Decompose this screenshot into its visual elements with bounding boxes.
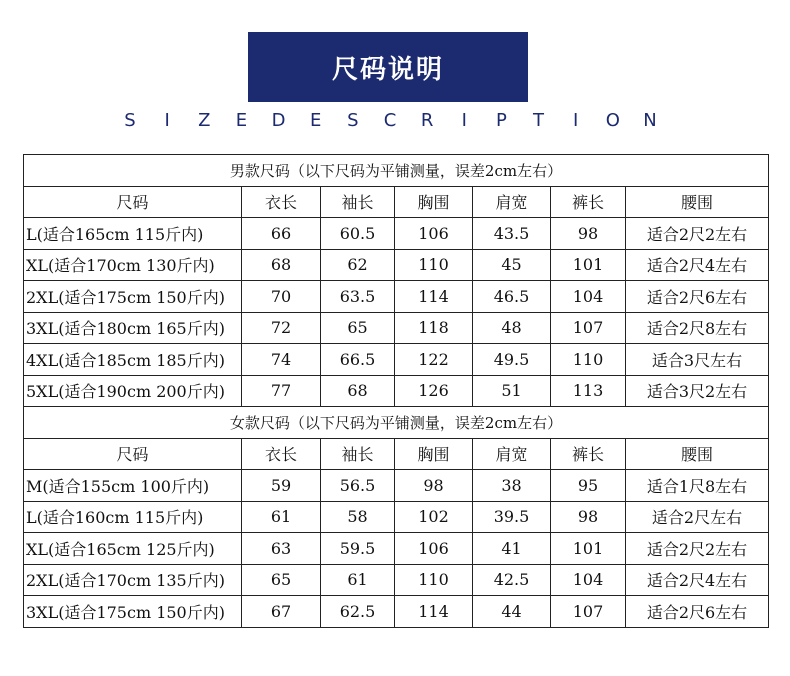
header-sleeve: 袖长 [321, 438, 395, 470]
cell-length: 68 [242, 249, 321, 281]
subtitle-letter: Z [198, 109, 211, 131]
cell-pants-length: 104 [551, 564, 626, 596]
cell-waist: 适合2尺4左右 [626, 564, 769, 596]
cell-waist: 适合2尺左右 [626, 501, 769, 533]
cell-sleeve: 63.5 [321, 281, 395, 313]
cell-waist: 适合2尺2左右 [626, 218, 769, 250]
cell-chest: 106 [395, 218, 473, 250]
cell-chest: 102 [395, 501, 473, 533]
cell-size: 2XL(适合170cm 135斤内) [24, 564, 242, 596]
header-shoulder: 肩宽 [473, 438, 551, 470]
size-chart-body [24, 155, 769, 628]
cell-waist: 适合2尺2左右 [626, 533, 769, 565]
cell-waist: 适合3尺左右 [626, 344, 769, 376]
cell-sleeve: 61 [321, 564, 395, 596]
subtitle-letter: O [605, 109, 620, 131]
cell-shoulder: 49.5 [473, 344, 551, 376]
cell-size: 5XL(适合190cm 200斤内) [24, 375, 242, 407]
cell-length: 70 [242, 281, 321, 313]
table-row [24, 218, 769, 250]
header-size: 尺码 [24, 186, 242, 218]
subtitle-letter: E [310, 109, 322, 131]
header-length: 衣长 [242, 438, 321, 470]
table-row [24, 501, 769, 533]
header-pants-length: 裤长 [551, 438, 626, 470]
header-pants-length: 裤长 [551, 186, 626, 218]
cell-shoulder: 39.5 [473, 501, 551, 533]
header-row [24, 438, 769, 470]
cell-length: 59 [242, 470, 321, 502]
subtitle-letter: R [420, 109, 434, 131]
cell-shoulder: 41 [473, 533, 551, 565]
section-title-row [24, 155, 769, 187]
table-row [24, 281, 769, 313]
cell-shoulder: 46.5 [473, 281, 551, 313]
cell-sleeve: 62 [321, 249, 395, 281]
cell-size: M(适合155cm 100斤内) [24, 470, 242, 502]
cell-pants-length: 107 [551, 312, 626, 344]
cell-waist: 适合2尺6左右 [626, 281, 769, 313]
cell-length: 65 [242, 564, 321, 596]
cell-shoulder: 44 [473, 596, 551, 628]
cell-pants-length: 98 [551, 501, 626, 533]
title-banner [248, 32, 528, 102]
header-shoulder: 肩宽 [473, 186, 551, 218]
cell-sleeve: 68 [321, 375, 395, 407]
header-row [24, 186, 769, 218]
cell-chest: 122 [395, 344, 473, 376]
subtitle-letter: E [235, 109, 248, 131]
table-row [24, 470, 769, 502]
table-row [24, 375, 769, 407]
cell-length: 61 [242, 501, 321, 533]
cell-size: 3XL(适合175cm 150斤内) [24, 596, 242, 628]
cell-sleeve: 62.5 [321, 596, 395, 628]
cell-length: 72 [242, 312, 321, 344]
size-description-subtitle [120, 108, 660, 132]
table-row [24, 533, 769, 565]
cell-pants-length: 113 [551, 375, 626, 407]
cell-pants-length: 95 [551, 470, 626, 502]
cell-chest: 110 [395, 249, 473, 281]
section-title: 女款尺码（以下尺码为平铺测量，误差2cm左右） [24, 407, 769, 439]
header-chest: 胸围 [395, 186, 473, 218]
cell-pants-length: 104 [551, 281, 626, 313]
cell-size: L(适合165cm 115斤内) [24, 218, 242, 250]
section-title-row [24, 407, 769, 439]
table-row [24, 344, 769, 376]
cell-waist: 适合1尺8左右 [626, 470, 769, 502]
cell-pants-length: 107 [551, 596, 626, 628]
table-row [24, 564, 769, 596]
header-waist: 腰围 [626, 438, 769, 470]
cell-size: 3XL(适合180cm 165斤内) [24, 312, 242, 344]
cell-sleeve: 60.5 [321, 218, 395, 250]
cell-shoulder: 45 [473, 249, 551, 281]
cell-shoulder: 51 [473, 375, 551, 407]
size-chart-table [23, 154, 769, 628]
subtitle-letter: I [573, 109, 579, 131]
cell-pants-length: 98 [551, 218, 626, 250]
cell-size: XL(适合170cm 130斤内) [24, 249, 242, 281]
cell-waist: 适合2尺4左右 [626, 249, 769, 281]
cell-shoulder: 42.5 [473, 564, 551, 596]
subtitle-letter: N [643, 109, 657, 131]
cell-pants-length: 110 [551, 344, 626, 376]
cell-sleeve: 65 [321, 312, 395, 344]
table-row [24, 596, 769, 628]
cell-length: 63 [242, 533, 321, 565]
cell-shoulder: 38 [473, 470, 551, 502]
cell-shoulder: 48 [473, 312, 551, 344]
cell-length: 67 [242, 596, 321, 628]
cell-length: 74 [242, 344, 321, 376]
cell-chest: 98 [395, 470, 473, 502]
cell-size: L(适合160cm 115斤内) [24, 501, 242, 533]
subtitle-letter: I [164, 109, 170, 131]
subtitle-letter: C [383, 109, 397, 131]
banner-title: 尺码说明 [331, 54, 444, 85]
cell-pants-length: 101 [551, 533, 626, 565]
header-length: 衣长 [242, 186, 321, 218]
table-row [24, 249, 769, 281]
header-waist: 腰围 [626, 186, 769, 218]
cell-chest: 114 [395, 281, 473, 313]
cell-chest: 126 [395, 375, 473, 407]
cell-size: XL(适合165cm 125斤内) [24, 533, 242, 565]
cell-sleeve: 56.5 [321, 470, 395, 502]
header-sleeve: 袖长 [321, 186, 395, 218]
cell-chest: 118 [395, 312, 473, 344]
cell-pants-length: 101 [551, 249, 626, 281]
cell-chest: 110 [395, 564, 473, 596]
cell-length: 77 [242, 375, 321, 407]
table-row [24, 312, 769, 344]
cell-sleeve: 66.5 [321, 344, 395, 376]
cell-size: 4XL(适合185cm 185斤内) [24, 344, 242, 376]
cell-shoulder: 43.5 [473, 218, 551, 250]
subtitle-letter: S [124, 109, 136, 131]
cell-waist: 适合3尺2左右 [626, 375, 769, 407]
cell-size: 2XL(适合175cm 150斤内) [24, 281, 242, 313]
subtitle-letter: T [533, 109, 545, 131]
cell-waist: 适合2尺8左右 [626, 312, 769, 344]
subtitle-letter: D [271, 109, 286, 131]
cell-waist: 适合2尺6左右 [626, 596, 769, 628]
subtitle-letter: I [461, 109, 467, 131]
header-chest: 胸围 [395, 438, 473, 470]
header-size: 尺码 [24, 438, 242, 470]
cell-sleeve: 58 [321, 501, 395, 533]
section-title: 男款尺码（以下尺码为平铺测量，误差2cm左右） [24, 155, 769, 187]
subtitle-letter: P [495, 109, 507, 131]
cell-chest: 106 [395, 533, 473, 565]
cell-length: 66 [242, 218, 321, 250]
subtitle-letter: S [347, 109, 359, 131]
cell-sleeve: 59.5 [321, 533, 395, 565]
cell-chest: 114 [395, 596, 473, 628]
